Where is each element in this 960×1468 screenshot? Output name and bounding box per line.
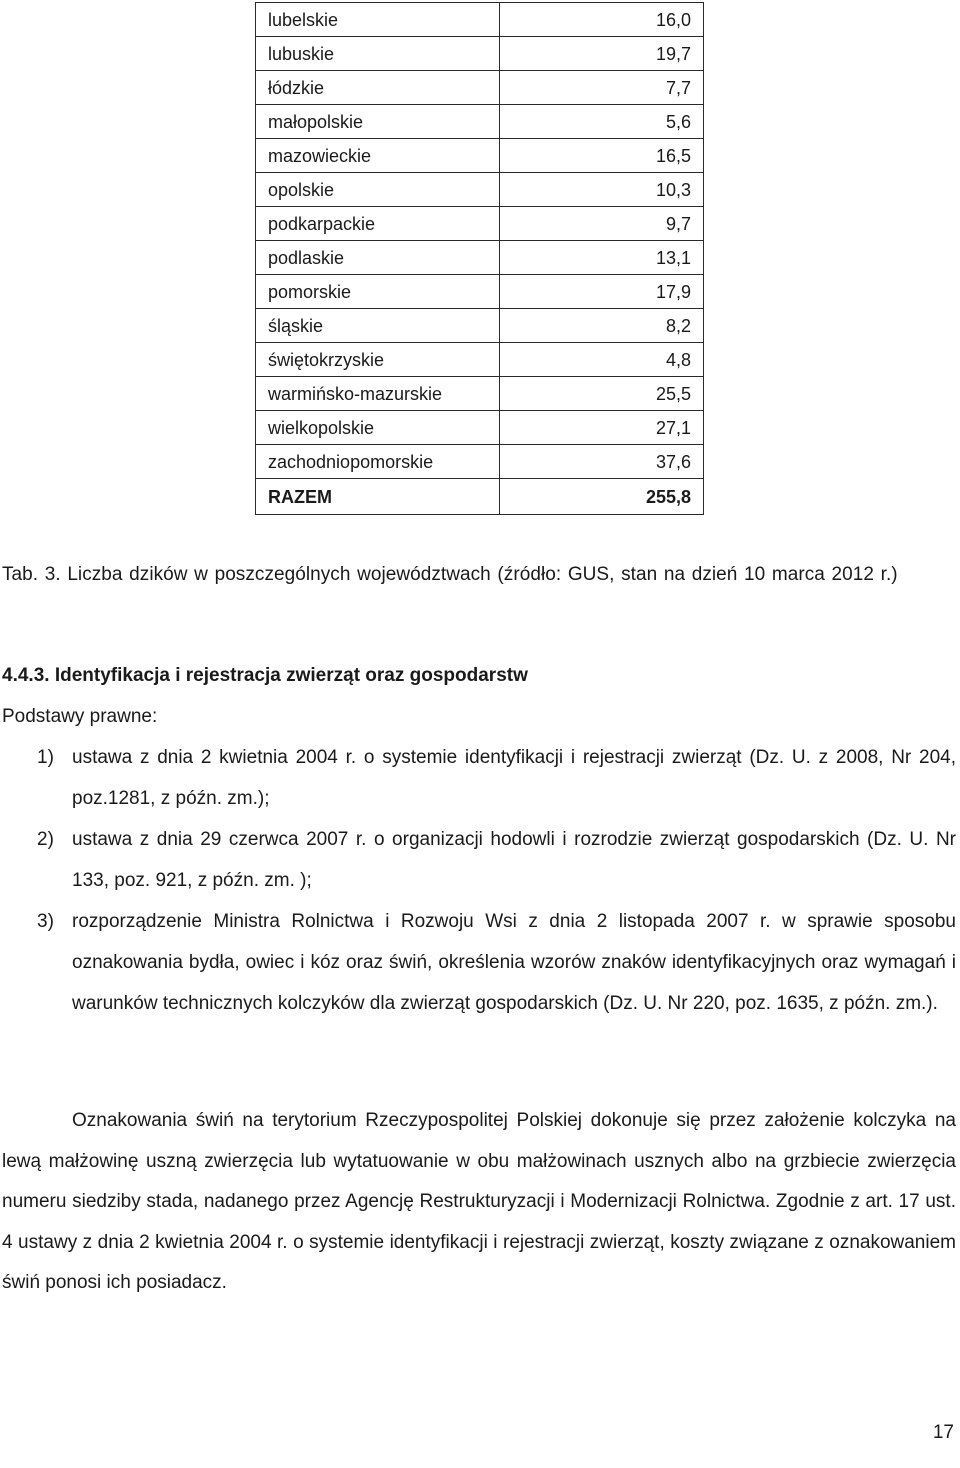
section-heading: 4.4.3. Identyfikacja i rejestracja zwierząt oraz gospodarstw [2, 665, 528, 686]
list-item-text: ustawa z dnia 29 czerwca 2007 r. o organizacji hodowli i rozrodzie zwierząt gospodarskich (Dz. U. Nr 133, poz. 921, z późn. zm. ); [72, 829, 956, 891]
table-row [256, 71, 704, 105]
table-row [256, 207, 704, 241]
list-item-number: 2) [37, 829, 54, 850]
value-cell: 13,1 [500, 241, 704, 275]
table-row [256, 3, 704, 37]
value-cell: 37,6 [500, 445, 704, 479]
table-row [256, 343, 704, 377]
voivodeship-name-cell: opolskie [256, 173, 500, 207]
table-total-row [256, 479, 704, 515]
table-row [256, 173, 704, 207]
voivodeship-name-cell: świętokrzyskie [256, 343, 500, 377]
voivodeship-name-cell: łódzkie [256, 71, 500, 105]
voivodeship-name-cell: wielkopolskie [256, 411, 500, 445]
voivodeship-name-cell: pomorskie [256, 275, 500, 309]
value-cell: 10,3 [500, 173, 704, 207]
voivodeship-table [255, 2, 704, 515]
value-cell: 4,8 [500, 343, 704, 377]
table-row [256, 445, 704, 479]
list-item-number: 1) [37, 747, 54, 768]
table-body [256, 3, 704, 515]
legal-basis-list [0, 737, 956, 1024]
table-row [256, 275, 704, 309]
list-item [0, 819, 956, 901]
voivodeship-name-cell: małopolskie [256, 105, 500, 139]
value-cell: 16,5 [500, 139, 704, 173]
table-row [256, 377, 704, 411]
table-row [256, 37, 704, 71]
list-item-number: 3) [37, 911, 54, 932]
table-row [256, 139, 704, 173]
list-item [0, 737, 956, 819]
value-cell: 27,1 [500, 411, 704, 445]
total-value-cell: 255,8 [500, 479, 704, 515]
voivodeship-name-cell: warmińsko-mazurskie [256, 377, 500, 411]
voivodeship-name-cell: śląskie [256, 309, 500, 343]
voivodeship-name-cell: zachodniopomorskie [256, 445, 500, 479]
table-caption: Tab. 3. Liczba dzików w poszczególnych województwach (źródło: GUS, stan na dzień 10 marca 2012 r.) [2, 564, 898, 585]
value-cell: 19,7 [500, 37, 704, 71]
value-cell: 8,2 [500, 309, 704, 343]
list-item-text: rozporządzenie Ministra Rolnictwa i Rozwoju Wsi z dnia 2 listopada 2007 r. w sprawie sposobu oznakowania bydła, owiec i kóz oraz świń, określenia wzorów znaków identyfikacyjnych oraz wymagań i warunków technicznych kolczyków dla zwierząt gospodarskich (Dz. U. Nr 220, poz. 1635, z późn. zm.). [72, 911, 956, 1014]
table-row [256, 105, 704, 139]
voivodeship-name-cell: lubuskie [256, 37, 500, 71]
legal-basis-heading: Podstawy prawne: [2, 706, 158, 727]
voivodeship-name-cell: lubelskie [256, 3, 500, 37]
list-item [0, 901, 956, 1024]
value-cell: 5,6 [500, 105, 704, 139]
value-cell: 16,0 [500, 3, 704, 37]
voivodeship-name-cell: podkarpackie [256, 207, 500, 241]
body-paragraph: Oznakowania świń na terytorium Rzeczypospolitej Polskiej dokonuje się przez założenie kolczyka na lewą małżowinę uszną zwierzęcia lub wytatuowanie w obu małżowinach usznych albo na grzbiecie zwierzęcia numeru siedziby stada, nadanego przez Agencję Restrukturyzacji i Modernizacji Rolnictwa. Zgodnie z art. 17 ust. 4 ustawy z dnia 2 kwietnia 2004 r. o systemie identyfikacji i rejestracji zwierząt, koszty związane z oznakowaniem świń ponosi ich posiadacz. [2, 1110, 956, 1294]
value-cell: 7,7 [500, 71, 704, 105]
table-row [256, 309, 704, 343]
voivodeship-name-cell: mazowieckie [256, 139, 500, 173]
voivodeship-name-cell: podlaskie [256, 241, 500, 275]
value-cell: 17,9 [500, 275, 704, 309]
value-cell: 9,7 [500, 207, 704, 241]
list-item-text: ustawa z dnia 2 kwietnia 2004 r. o systemie identyfikacji i rejestracji zwierząt (Dz. U. z 2008, Nr 204, poz.1281, z późn. zm.); [72, 747, 956, 809]
page-number: 17 [932, 1422, 954, 1443]
table-row [256, 241, 704, 275]
table-row [256, 411, 704, 445]
value-cell: 25,5 [500, 377, 704, 411]
total-label-cell: RAZEM [256, 479, 500, 515]
